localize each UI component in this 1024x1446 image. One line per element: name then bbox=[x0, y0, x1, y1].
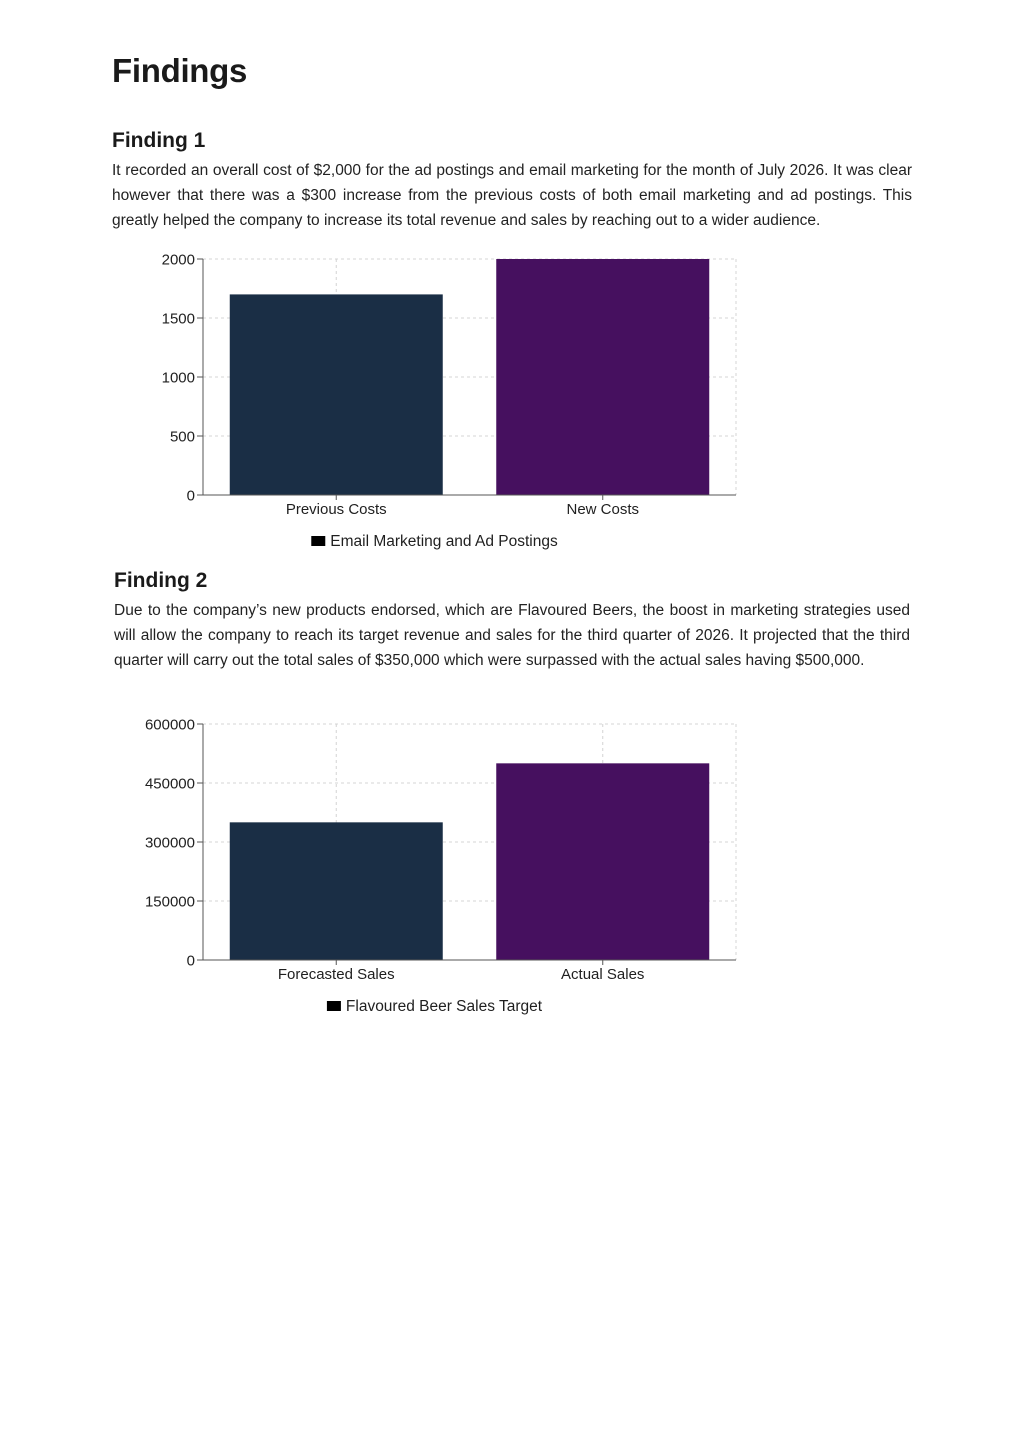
finding-1-heading: Finding 1 bbox=[112, 129, 206, 152]
x-tick-label: Previous Costs bbox=[285, 501, 387, 518]
y-tick-label: 1500 bbox=[161, 310, 195, 328]
bar bbox=[230, 294, 443, 495]
legend-swatch bbox=[327, 1001, 341, 1011]
y-tick-label: 450000 bbox=[144, 775, 195, 793]
y-tick-label: 150000 bbox=[144, 893, 195, 911]
y-tick-label: 1000 bbox=[161, 369, 195, 387]
chart-legend bbox=[327, 998, 543, 1015]
finding-1-text: It recorded an overall cost of $2,000 for the ad postings and email marketing for the month of July 2026. It was clear however that there was a $300 increase from the previous costs of both email marketing and ad postings. This greatly helped the company to increase its total revenue and sales by reaching out to a wider audience. bbox=[112, 162, 912, 229]
x-tick-label: Forecasted Sales bbox=[277, 966, 395, 983]
page-title: Findings bbox=[112, 52, 248, 89]
y-tick-label: 300000 bbox=[144, 834, 195, 852]
y-tick-label: 2000 bbox=[161, 251, 195, 269]
finding-2-text: Due to the company’s new products endorsed, which are Flavoured Beers, the boost in marketing strategies used will allow the company to reach its target revenue and sales for the third quarter of 2026. It projected that the third quarter will carry out the total sales of $350,000 which were surpassed with the actual sales having $500,000. bbox=[114, 602, 910, 669]
y-tick-label: 0 bbox=[186, 952, 195, 970]
legend-label: Email Marketing and Ad Postings bbox=[330, 533, 558, 550]
chart-legend bbox=[311, 533, 558, 550]
x-tick-label: Actual Sales bbox=[561, 966, 645, 983]
costs-bar-chart bbox=[0, 250, 1024, 560]
legend-swatch bbox=[311, 536, 325, 546]
finding-2-heading: Finding 2 bbox=[114, 569, 208, 592]
y-tick-label: 600000 bbox=[144, 716, 195, 734]
y-tick-label: 0 bbox=[186, 487, 195, 505]
legend-label: Flavoured Beer Sales Target bbox=[345, 998, 543, 1015]
bar bbox=[230, 822, 443, 960]
sales-bar-chart bbox=[0, 715, 1024, 1025]
bar bbox=[496, 259, 709, 495]
x-tick-label: New Costs bbox=[566, 501, 640, 518]
y-tick-label: 500 bbox=[169, 428, 195, 446]
bar bbox=[496, 763, 709, 960]
